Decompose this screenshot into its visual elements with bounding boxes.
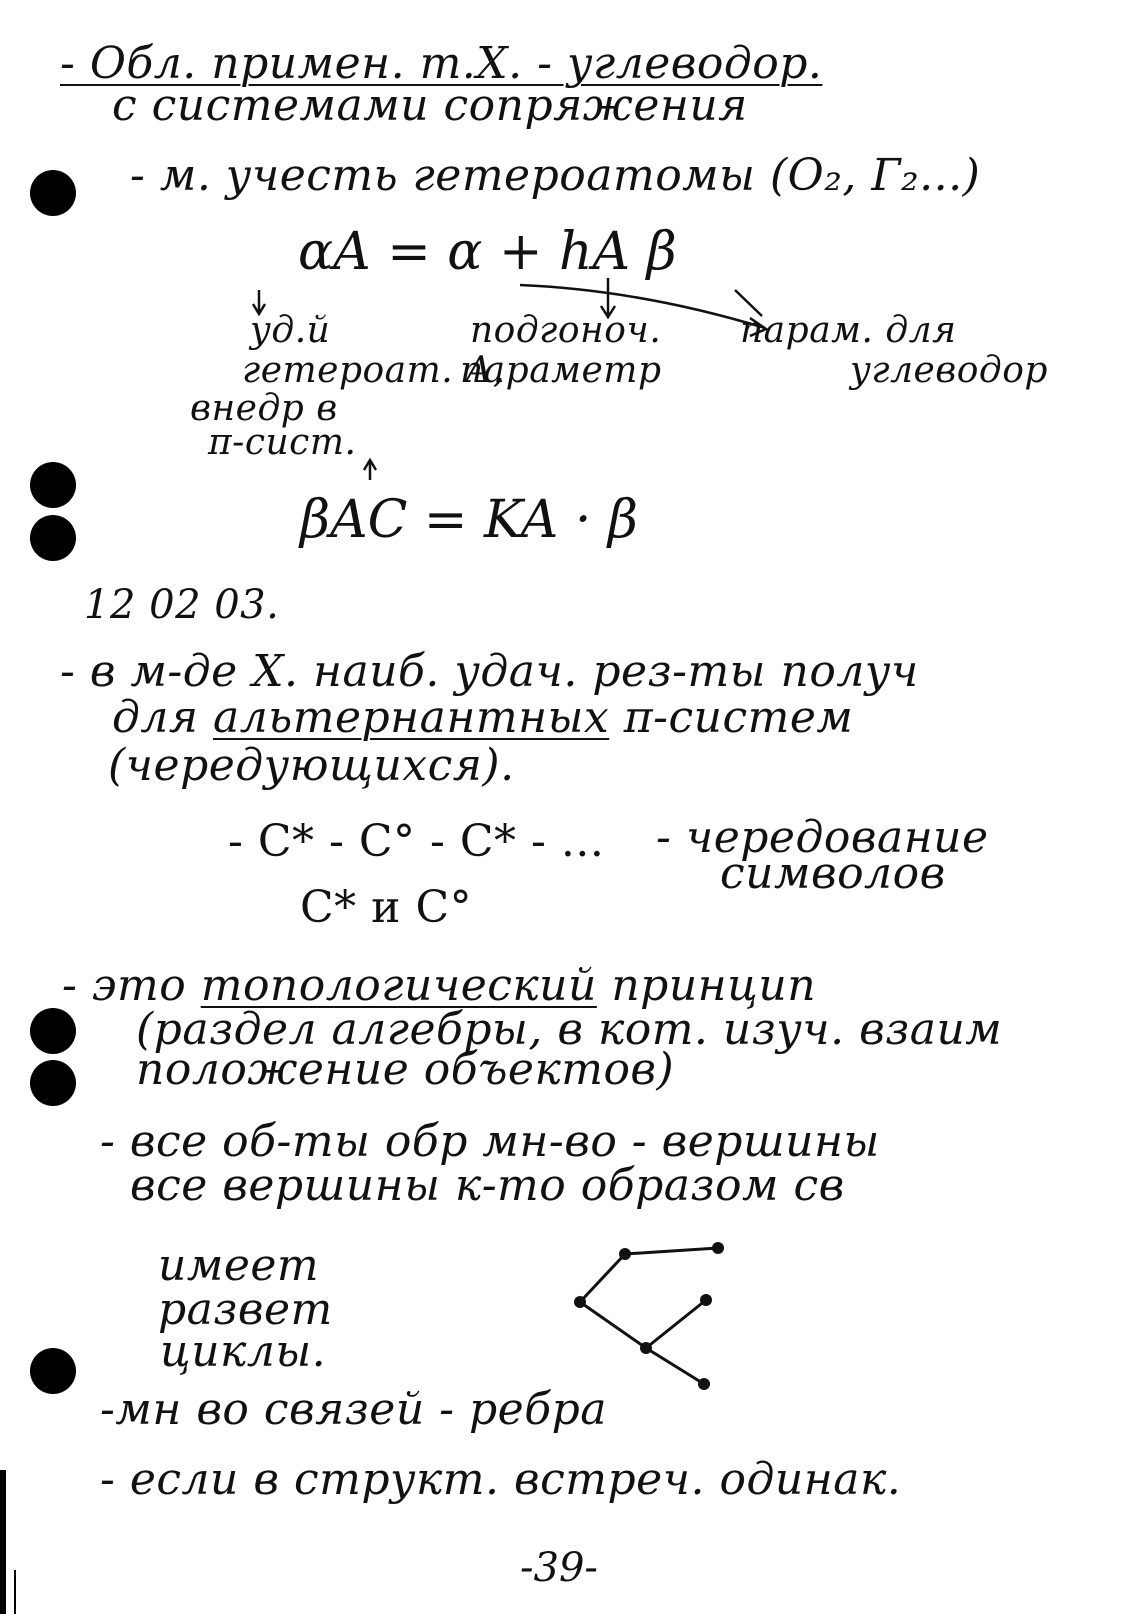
- annotation-text: π-сист.: [208, 422, 357, 463]
- annotation-text: углеводор: [850, 350, 1048, 391]
- note-text: (раздел алгебры, в кот. изуч. взаим: [136, 1004, 1003, 1055]
- note-line: [100, 1454, 901, 1505]
- note-text: - Обл. примен. т.Х. - углеводор.: [60, 38, 823, 89]
- note-text: -мн во связей - ребра: [100, 1384, 607, 1435]
- note-text: - чередование: [656, 812, 989, 863]
- note-text: с системами сопряжения: [112, 80, 748, 131]
- annotation-text: уд.й: [250, 310, 331, 351]
- graph-vertex: [712, 1242, 724, 1254]
- graph-vertices: [574, 1242, 724, 1390]
- note-text-underlined: топологический: [200, 960, 597, 1011]
- note-text: π-систем: [623, 692, 854, 743]
- note-text: развет: [158, 1284, 333, 1335]
- note-text: - это: [62, 960, 187, 1011]
- graph-vertex: [640, 1342, 652, 1354]
- note-text: положение объектов): [136, 1044, 675, 1095]
- page-number: -39-: [520, 1545, 598, 1591]
- note-text: циклы.: [160, 1326, 327, 1377]
- annotation-text: внедр в: [190, 388, 338, 429]
- graph-edges: [580, 1248, 718, 1384]
- annotation-text: подгонoч.: [470, 310, 662, 351]
- graph-edge: [580, 1302, 646, 1348]
- date-text: 12 02 03.: [84, 582, 280, 628]
- graph-edge: [625, 1248, 718, 1254]
- arrow-line: [520, 285, 765, 328]
- note-line: [100, 1384, 607, 1435]
- note-text: - м. учесть гетероатомы (O₂, Г₂...): [130, 150, 981, 201]
- note-text: для: [112, 692, 199, 743]
- graph-vertex: [619, 1248, 631, 1260]
- graph-vertex: [700, 1294, 712, 1306]
- note-text: - все об-ты обр мн-во - вершины: [100, 1116, 880, 1167]
- annotation-text: парам. для: [740, 310, 957, 351]
- graph-vertex: [574, 1296, 586, 1308]
- graph-edge: [646, 1348, 704, 1384]
- annotation-arrows: [253, 278, 766, 480]
- graph-edge: [580, 1254, 625, 1302]
- note-text: все вершины к-то образом св: [130, 1160, 845, 1211]
- note-text: (чередующихся).: [108, 740, 515, 791]
- annotation-text: гетероат. А,: [242, 350, 505, 391]
- annotation-text: параметр: [460, 350, 662, 391]
- formula-alpha: αA = α + hA β: [298, 222, 677, 282]
- arrow-line: [735, 290, 762, 316]
- note-text: принцип: [611, 960, 817, 1011]
- chain-text: - C* - C° - C* - ...: [228, 816, 605, 867]
- note-text: - если в структ. встреч. одинак.: [100, 1454, 902, 1505]
- note-text-underlined: альтернантных: [213, 692, 610, 743]
- note-text: имеет: [158, 1240, 320, 1291]
- note-text: символов: [720, 848, 946, 899]
- note-text: - в м-де Х. наиб. удач. рез-ты получ: [60, 646, 919, 697]
- graph-edge: [646, 1300, 706, 1348]
- pair-text: C* и C°: [300, 882, 473, 933]
- graph-vertex: [698, 1378, 710, 1390]
- formula-beta: βAC = KA · β: [300, 490, 638, 550]
